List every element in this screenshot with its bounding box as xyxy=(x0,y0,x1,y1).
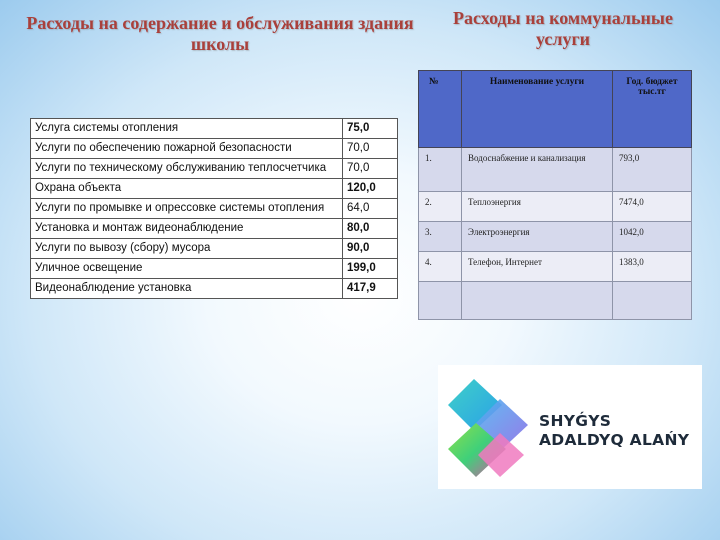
amount-cell: 70,0 xyxy=(343,139,398,159)
table-row xyxy=(419,222,692,252)
utilities-header-row xyxy=(419,71,692,148)
utilities-title: Расходы на коммунальные услуги xyxy=(453,8,673,49)
header-number: № xyxy=(419,71,462,148)
logo-icon xyxy=(444,371,536,483)
service-name-cell: Услуги по техническому обслуживанию теплосчетчика xyxy=(31,159,343,179)
utilities-table xyxy=(418,70,692,320)
budget-cell: 7474,0 xyxy=(613,192,692,222)
number-cell xyxy=(419,282,462,320)
amount-cell: 90,0 xyxy=(343,239,398,259)
table-row xyxy=(419,252,692,282)
table-row xyxy=(31,139,398,159)
amount-cell: 80,0 xyxy=(343,219,398,239)
maintenance-table xyxy=(30,118,398,299)
budget-cell: 1042,0 xyxy=(613,222,692,252)
logo-panel xyxy=(438,365,702,489)
service-name-cell: Теплоэнергия xyxy=(462,192,613,222)
service-name-cell: Услуги по промывке и опрессовке системы отопления xyxy=(31,199,343,219)
amount-cell: 199,0 xyxy=(343,259,398,279)
service-name-cell: Уличное освещение xyxy=(31,259,343,279)
table-row xyxy=(31,279,398,299)
amount-cell: 70,0 xyxy=(343,159,398,179)
service-name-cell: Услуга системы отопления xyxy=(31,119,343,139)
service-name-cell: Телефон, Интернет xyxy=(462,252,613,282)
service-name-cell: Водоснабжение и канализация xyxy=(462,148,613,192)
number-cell: 4. xyxy=(419,252,462,282)
table-row xyxy=(31,199,398,219)
service-name-cell: Услуги по обеспечению пожарной безопасности xyxy=(31,139,343,159)
table-row xyxy=(31,179,398,199)
number-cell: 2. xyxy=(419,192,462,222)
budget-cell: 1383,0 xyxy=(613,252,692,282)
maintenance-title: Расходы на содержание и обслуживания здания школы xyxy=(26,13,414,54)
amount-cell: 75,0 xyxy=(343,119,398,139)
budget-cell xyxy=(613,282,692,320)
amount-cell: 64,0 xyxy=(343,199,398,219)
header-service-name: Наименование услуги xyxy=(462,71,613,148)
service-name-cell: Установка и монтаж видеонаблюдение xyxy=(31,219,343,239)
header-budget: Год. бюджет тыс.тг xyxy=(613,71,692,148)
table-row xyxy=(31,159,398,179)
table-row xyxy=(419,148,692,192)
number-cell: 3. xyxy=(419,222,462,252)
amount-cell: 120,0 xyxy=(343,179,398,199)
service-name-cell: Охрана объекта xyxy=(31,179,343,199)
service-name-cell xyxy=(462,282,613,320)
table-row xyxy=(31,239,398,259)
service-name-cell: Услуги по вывозу (сбору) мусора xyxy=(31,239,343,259)
table-row xyxy=(419,282,692,320)
table-row xyxy=(31,119,398,139)
number-cell: 1. xyxy=(419,148,462,192)
service-name-cell: Электроэнергия xyxy=(462,222,613,252)
logo-text-line1: SHYǴYS xyxy=(539,412,612,430)
budget-cell: 793,0 xyxy=(613,148,692,192)
logo-text-line2: ADALDYQ ALAŃY xyxy=(539,431,690,449)
amount-cell: 417,9 xyxy=(343,279,398,299)
table-row xyxy=(31,259,398,279)
table-row xyxy=(419,192,692,222)
table-row xyxy=(31,219,398,239)
service-name-cell: Видеонаблюдение установка xyxy=(31,279,343,299)
